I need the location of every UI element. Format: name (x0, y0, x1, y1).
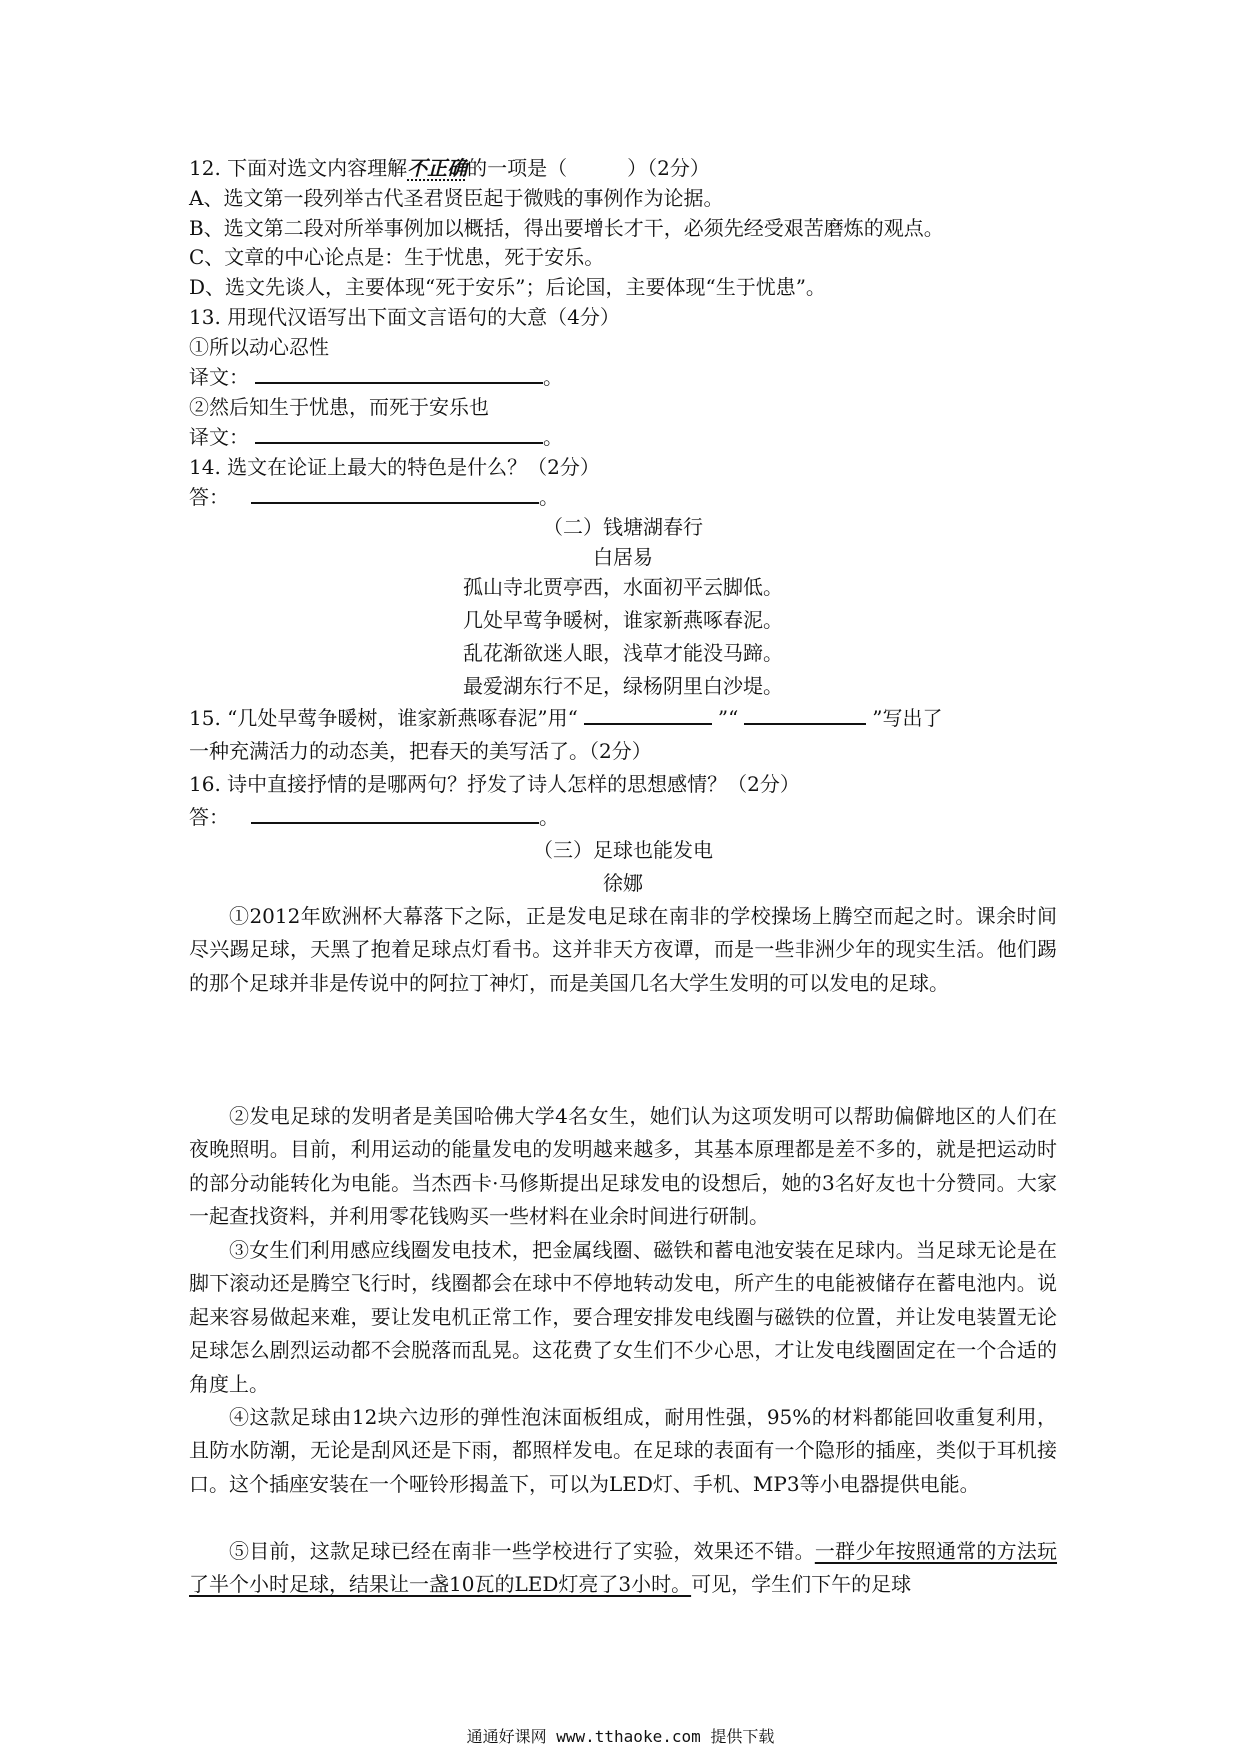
q15-line-2: 一种充满活力的动态美，把春天的美写活了。（2分） (189, 739, 652, 763)
poem-heading: （二）钱塘湖春行 (543, 515, 703, 539)
q12-option-b: B、选文第二段对所举事例加以概括，得出要增长才干，必须先经受艰苦磨炼的观点。 (189, 216, 944, 240)
poem-author: 白居易 (593, 545, 653, 569)
article-paragraph-4: ④这款足球由12块六边形的弹性泡沫面板组成，耐用性强，95%的材料都能回收重复利用，且防水防潮，无论是刮风还是下雨，都照样发电。在足球的表面有一个隐形的插座，类似于耳机接口。这个插座安装在一个哑铃形揭盖下，可以为LED灯、手机、MP3等小电器提供电能。 (189, 1405, 1057, 1496)
answer-blank[interactable] (255, 364, 543, 384)
q13-prompt: 13. 用现代汉语写出下面文言语句的大意（4分） (189, 305, 620, 329)
answer-blank[interactable] (584, 705, 712, 725)
article-paragraph-1: ①2012年欧洲杯大幕落下之际，正是发电足球在南非的学校操场上腾空而起之时。课余时间尽兴踢足球，天黑了抱着足球点灯看书。这并非天方夜谭，而是一些非洲少年的现实生活。他们踢的那个足球并非是传说中的阿拉丁神灯，而是美国几名大学生发明的可以发电的足球。 (189, 904, 1057, 995)
article-heading: （三）足球也能发电 (533, 838, 713, 862)
q12-option-c: C、文章的中心论点是：生于忧患，死于安乐。 (189, 245, 605, 269)
q14-answer: 答： 。 (189, 485, 559, 509)
q12-emphasis: 不正确 (407, 156, 468, 180)
poem-line: 乱花渐欲迷人眼，浅草才能没马蹄。 (463, 641, 783, 665)
poem-line: 孤山寺北贾亭西，水面初平云脚低。 (463, 575, 783, 599)
article-author: 徐娜 (603, 871, 643, 895)
q13-item-2: ②然后知生于忧患，而死于安乐也 (189, 395, 489, 419)
article-paragraph-5: ⑤目前，这款足球已经在南非一些学校进行了实验，效果还不错。一群少年按照通常的方法玩了半个小时足球，结果让一盏10瓦的LED灯亮了3小时。可见，学生们下午的足球 (189, 1539, 1058, 1597)
answer-blank[interactable] (251, 804, 539, 824)
q13-item-1: ①所以动心忍性 (189, 335, 329, 359)
article-paragraph-2: ②发电足球的发明者是美国哈佛大学4名女生，她们认为这项发明可以帮助偏僻地区的人们在夜晚照明。目前，利用运动的能量发电的发明越来越多，其基本原理都是差不多的，就是把运动时的部分动能转化为电能。当杰西卡·马修斯提出足球发电的设想后，她的3名好友也十分赞同。大家一起查找资料，并利用零花钱购买一些材料在业余时间进行研制。 (189, 1104, 1057, 1229)
footer-credit: 通通好课网 www.tthaoke.com 提供下载 (466, 1727, 775, 1746)
q14-prompt: 14. 选文在论证上最大的特色是什么？（2分） (189, 455, 600, 479)
answer-blank[interactable] (744, 705, 866, 725)
q16-answer: 答： 。 (189, 805, 559, 829)
underlined-sentence: 一群少年按照通常的方法玩了半个小时足球，结果让一盏10瓦的LED灯亮了3小时。 (189, 1539, 1058, 1597)
q12-prompt: 12. 下面对选文内容理解不正确的一项是（ ）（2分） (189, 156, 710, 180)
answer-blank[interactable] (255, 424, 543, 444)
article-paragraph-3: ③女生们利用感应线圈发电技术，把金属线圈、磁铁和蓄电池安装在足球内。当足球无论是在脚下滚动还是腾空飞行时，线圈都会在球中不停地转动发电，所产生的电能被储存在蓄电池内。说起来容易做起来难，要让发电机正常工作，要合理安排发电线圈与磁铁的位置，并让发电装置无论足球怎么剧烈运动都不会脱落而乱晃。这花费了女生们不少心思，才让发电线圈固定在一个合适的角度上。 (189, 1238, 1057, 1396)
q12-option-a: A、选文第一段列举古代圣君贤臣起于微贱的事例作为论据。 (189, 186, 724, 210)
poem-line: 最爱湖东行不足，绿杨阴里白沙堤。 (463, 674, 783, 698)
q13-answer-1: 译文： 。 (189, 365, 563, 389)
q15-prompt: 15. “几处早莺争暖树，谁家新燕啄春泥”用“ ”“ ”写出了 (189, 706, 943, 730)
answer-blank[interactable] (251, 484, 539, 504)
poem-line: 几处早莺争暖树，谁家新燕啄春泥。 (463, 608, 783, 632)
q13-answer-2: 译文： 。 (189, 425, 563, 449)
q12-option-d: D、选文先谈人，主要体现“死于安乐”；后论国，主要体现“生于忧患”。 (189, 275, 826, 299)
q16-prompt: 16. 诗中直接抒情的是哪两句？抒发了诗人怎样的思想感情？（2分） (189, 772, 800, 796)
